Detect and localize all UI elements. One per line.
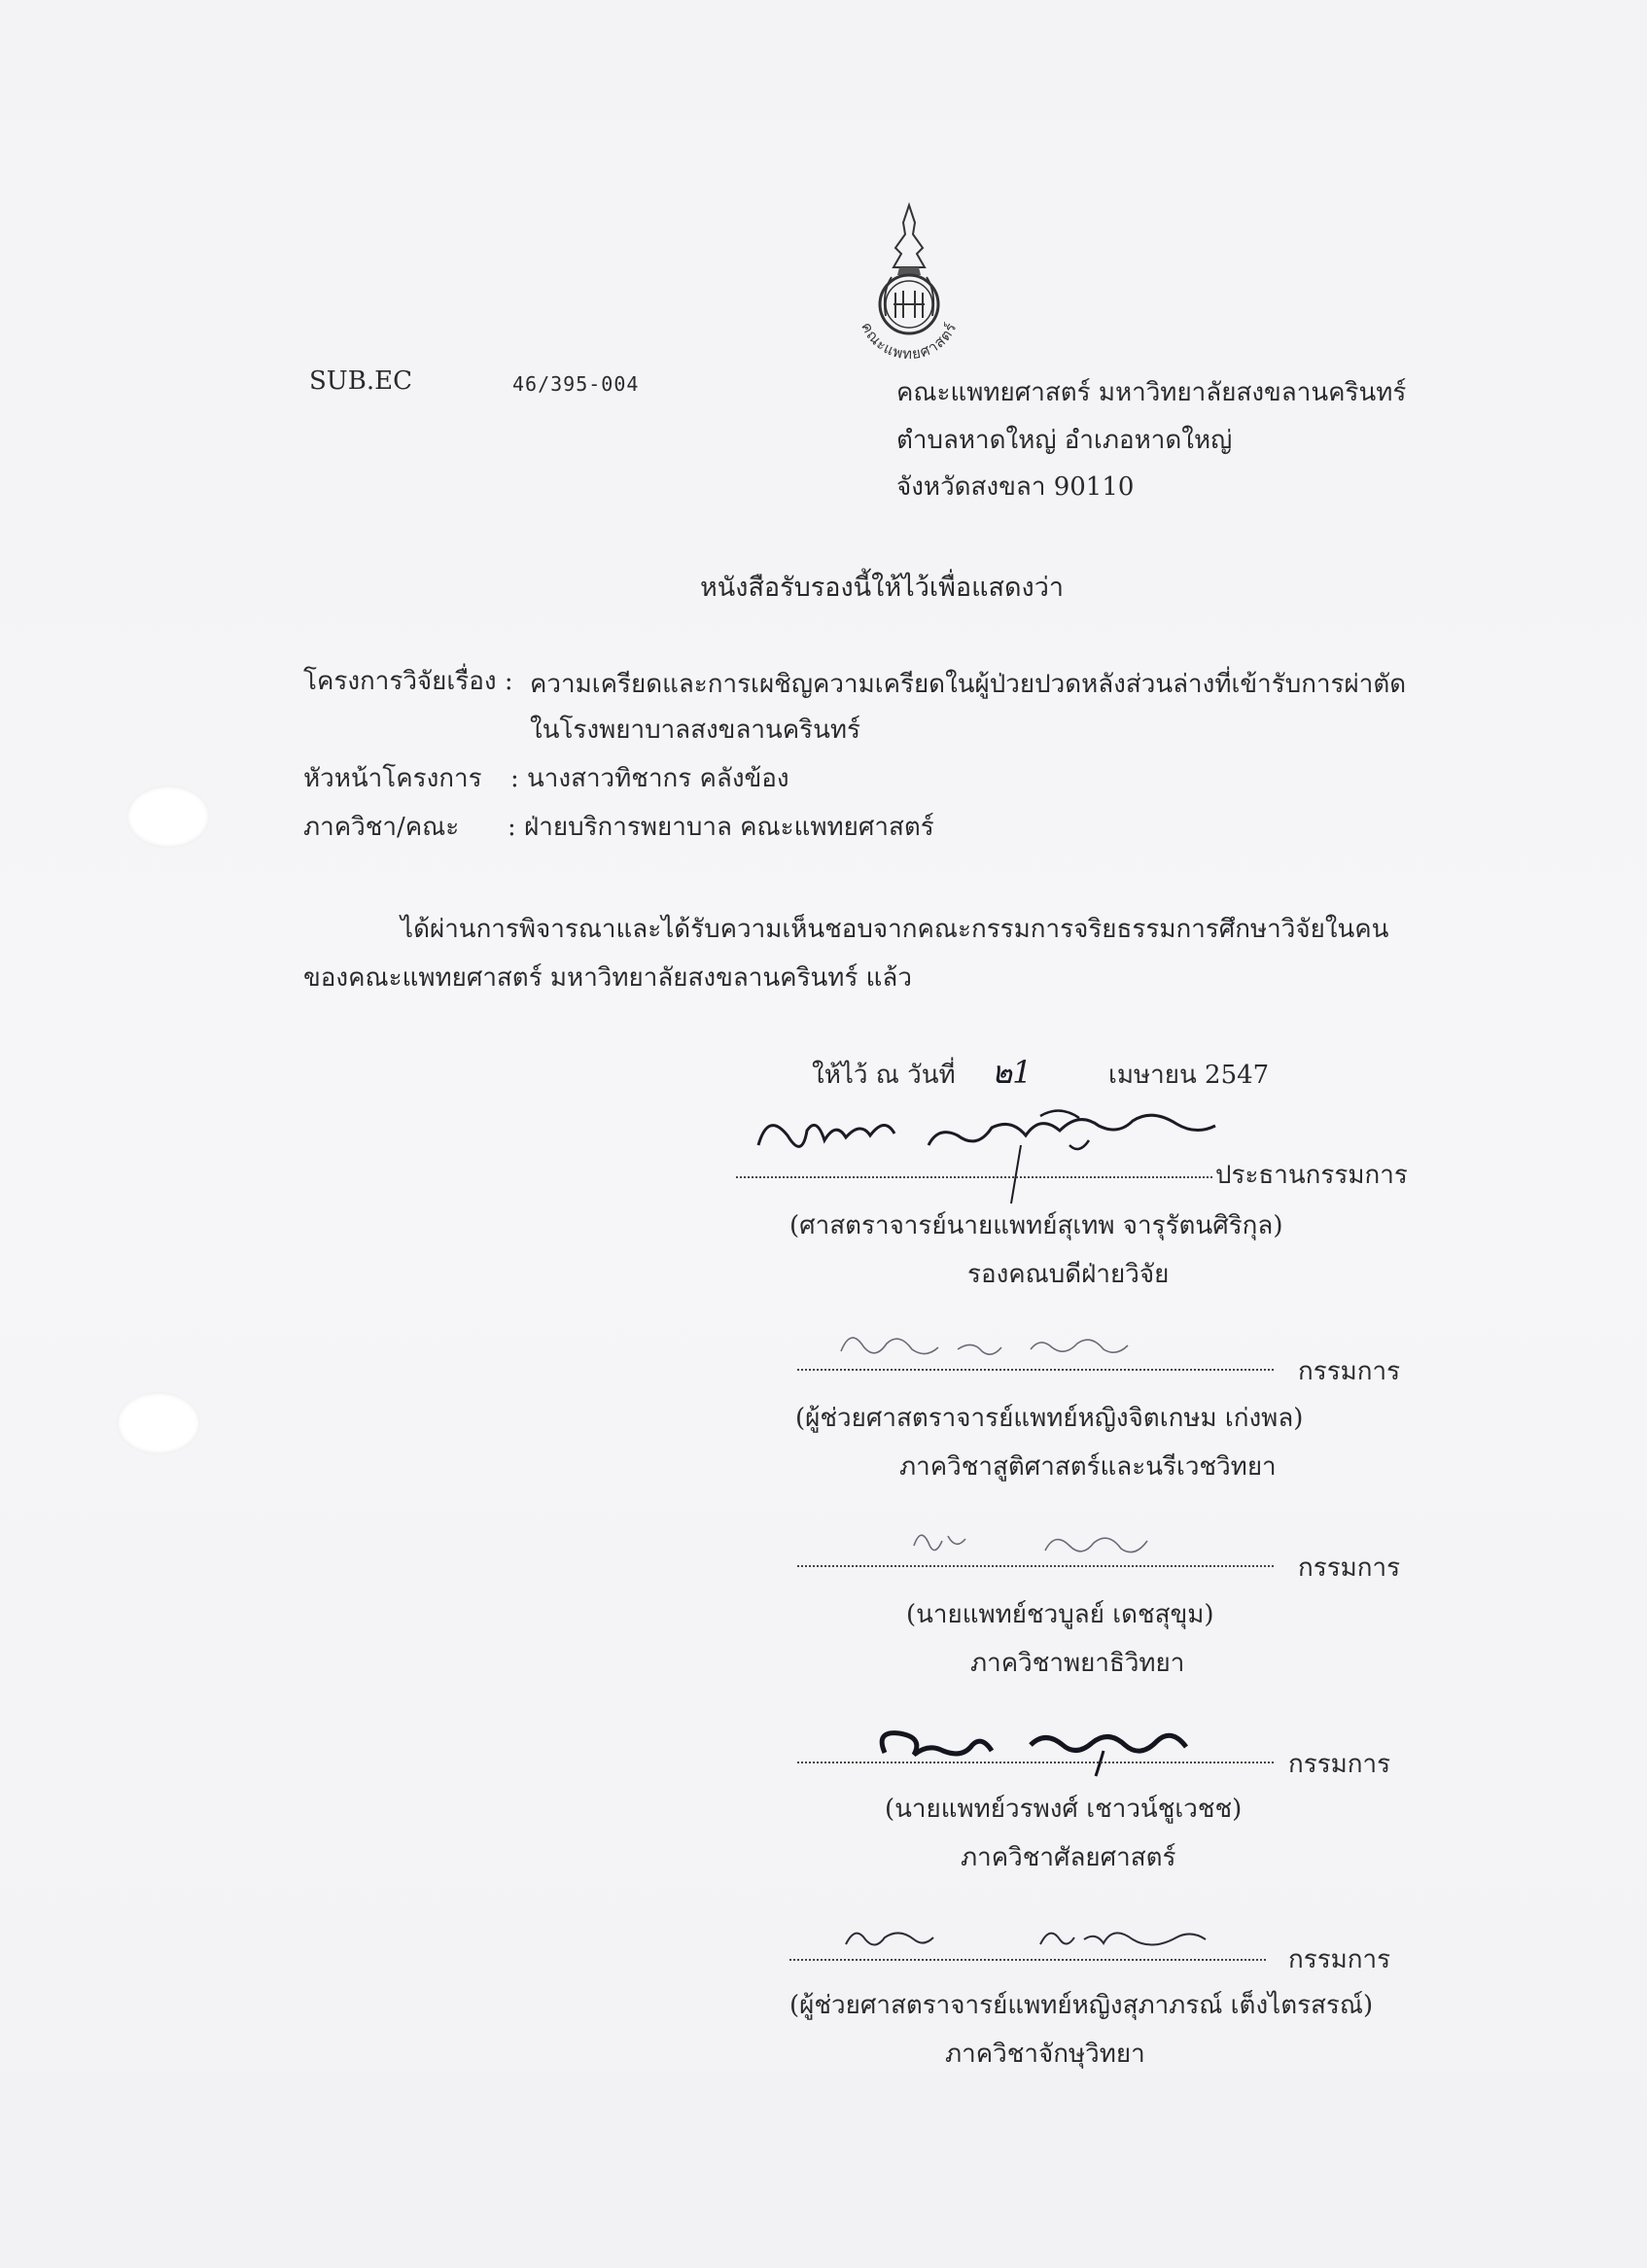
signature-line-4: [797, 1762, 1274, 1763]
document-code: SUB.EC: [309, 366, 412, 396]
reference-number: 46/395-004: [512, 372, 640, 396]
signatory-4-position: ภาควิชาศัลยศาสตร์: [961, 1843, 1176, 1872]
signature-line-5: [789, 1959, 1266, 1961]
approval-statement-line-2: ของคณะแพทยศาสตร์ มหาวิทยาลัยสงขลานครินทร์ แล้ว: [303, 963, 912, 993]
signatory-2-name: (ผู้ช่วยศาสตราจารย์แพทย์หญิงจิตเกษม เก่งพล): [795, 1404, 1304, 1433]
signature-line-1: [736, 1176, 1212, 1178]
svg-text:คณะแพทยศาสตร์: [858, 320, 961, 364]
signatory-2-position: ภาควิชาสูติศาสตร์และนรีเวชวิทยา: [899, 1452, 1277, 1482]
signatory-1-name: (ศาสตราจารย์นายแพทย์สุเทพ จารุรัตนศิริกุล): [789, 1211, 1283, 1240]
signatory-5-position: ภาควิชาจักษุวิทยา: [945, 2040, 1145, 2069]
signatory-1-position: รองคณบดีฝ่ายวิจัย: [967, 1260, 1170, 1289]
signature-1: [749, 1106, 1254, 1213]
signatory-3-position: ภาควิชาพยาธิวิทยา: [970, 1649, 1185, 1678]
date-prefix: ให้ไว้ ณ วันที่: [812, 1061, 956, 1090]
address-line-2: ตำบลหาดใหญ่ อำเภอหาดใหญ่: [896, 426, 1233, 455]
date-month-year: เมษายน 2547: [1108, 1061, 1270, 1090]
approval-statement-line-1: ได้ผ่านการพิจารณาและได้รับความเห็นชอบจากคณะกรรมการจริยธรรมการศึกษาวิจัยในคน: [401, 915, 1389, 944]
punch-hole-bottom: [117, 1392, 200, 1454]
signatory-5-role: กรรมการ: [1288, 1945, 1391, 1974]
department-value: : ฝ่ายบริการพยาบาล คณะแพทยศาสตร์: [508, 813, 934, 842]
signature-2: [836, 1322, 1147, 1371]
signatory-3-role: กรรมการ: [1298, 1553, 1401, 1583]
signatory-2-role: กรรมการ: [1298, 1357, 1401, 1386]
date-day: ๒1: [992, 1054, 1033, 1091]
certificate-title: หนังสือรับรองนี้ให้ไว้เพื่อแสดงว่า: [700, 573, 1065, 603]
signatory-4-name: (นายแพทย์วรพงศ์ เชาวน์ชูเวชช): [885, 1795, 1243, 1824]
signatory-3-name: (นายแพทย์ชวบูลย์ เดชสุขุม): [906, 1600, 1214, 1629]
signatory-1-role: ประธานกรรมการ: [1215, 1161, 1408, 1190]
signature-4: [870, 1716, 1201, 1784]
project-title-line-2: ในโรงพยาบาลสงขลานครินทร์: [530, 715, 860, 745]
signature-line-3: [797, 1565, 1274, 1567]
project-title-line-1: ความเครียดและการเผชิญความเครียดในผู้ป่วยปวดหลังส่วนล่างที่เข้ารับการผ่าตัด: [530, 670, 1407, 699]
project-head-label: หัวหน้าโครงการ: [303, 764, 482, 793]
punch-hole-top: [126, 785, 210, 848]
seal-arc-text: คณะแพทยศาสตร์: [858, 319, 961, 364]
department-label: ภาควิชา/คณะ: [303, 813, 460, 842]
signature-5: [841, 1910, 1230, 1964]
signature-line-2: [797, 1369, 1274, 1371]
signatory-5-name: (ผู้ช่วยศาสตราจารย์แพทย์หญิงสุภาภรณ์ เต็งไตรสรณ์): [789, 1991, 1374, 2020]
project-head-value: : นางสาวทิชากร คลังข้อง: [510, 764, 789, 793]
signature-3: [909, 1521, 1181, 1570]
address-line-3: จังหวัดสงขลา 90110: [896, 472, 1135, 502]
address-line-1: คณะแพทยศาสตร์ มหาวิทยาลัยสงขลานครินทร์: [896, 378, 1407, 407]
project-label: โครงการวิจัยเรื่อง :: [303, 667, 513, 696]
signatory-4-role: กรรมการ: [1288, 1750, 1391, 1779]
faculty-seal-icon: [831, 199, 987, 369]
